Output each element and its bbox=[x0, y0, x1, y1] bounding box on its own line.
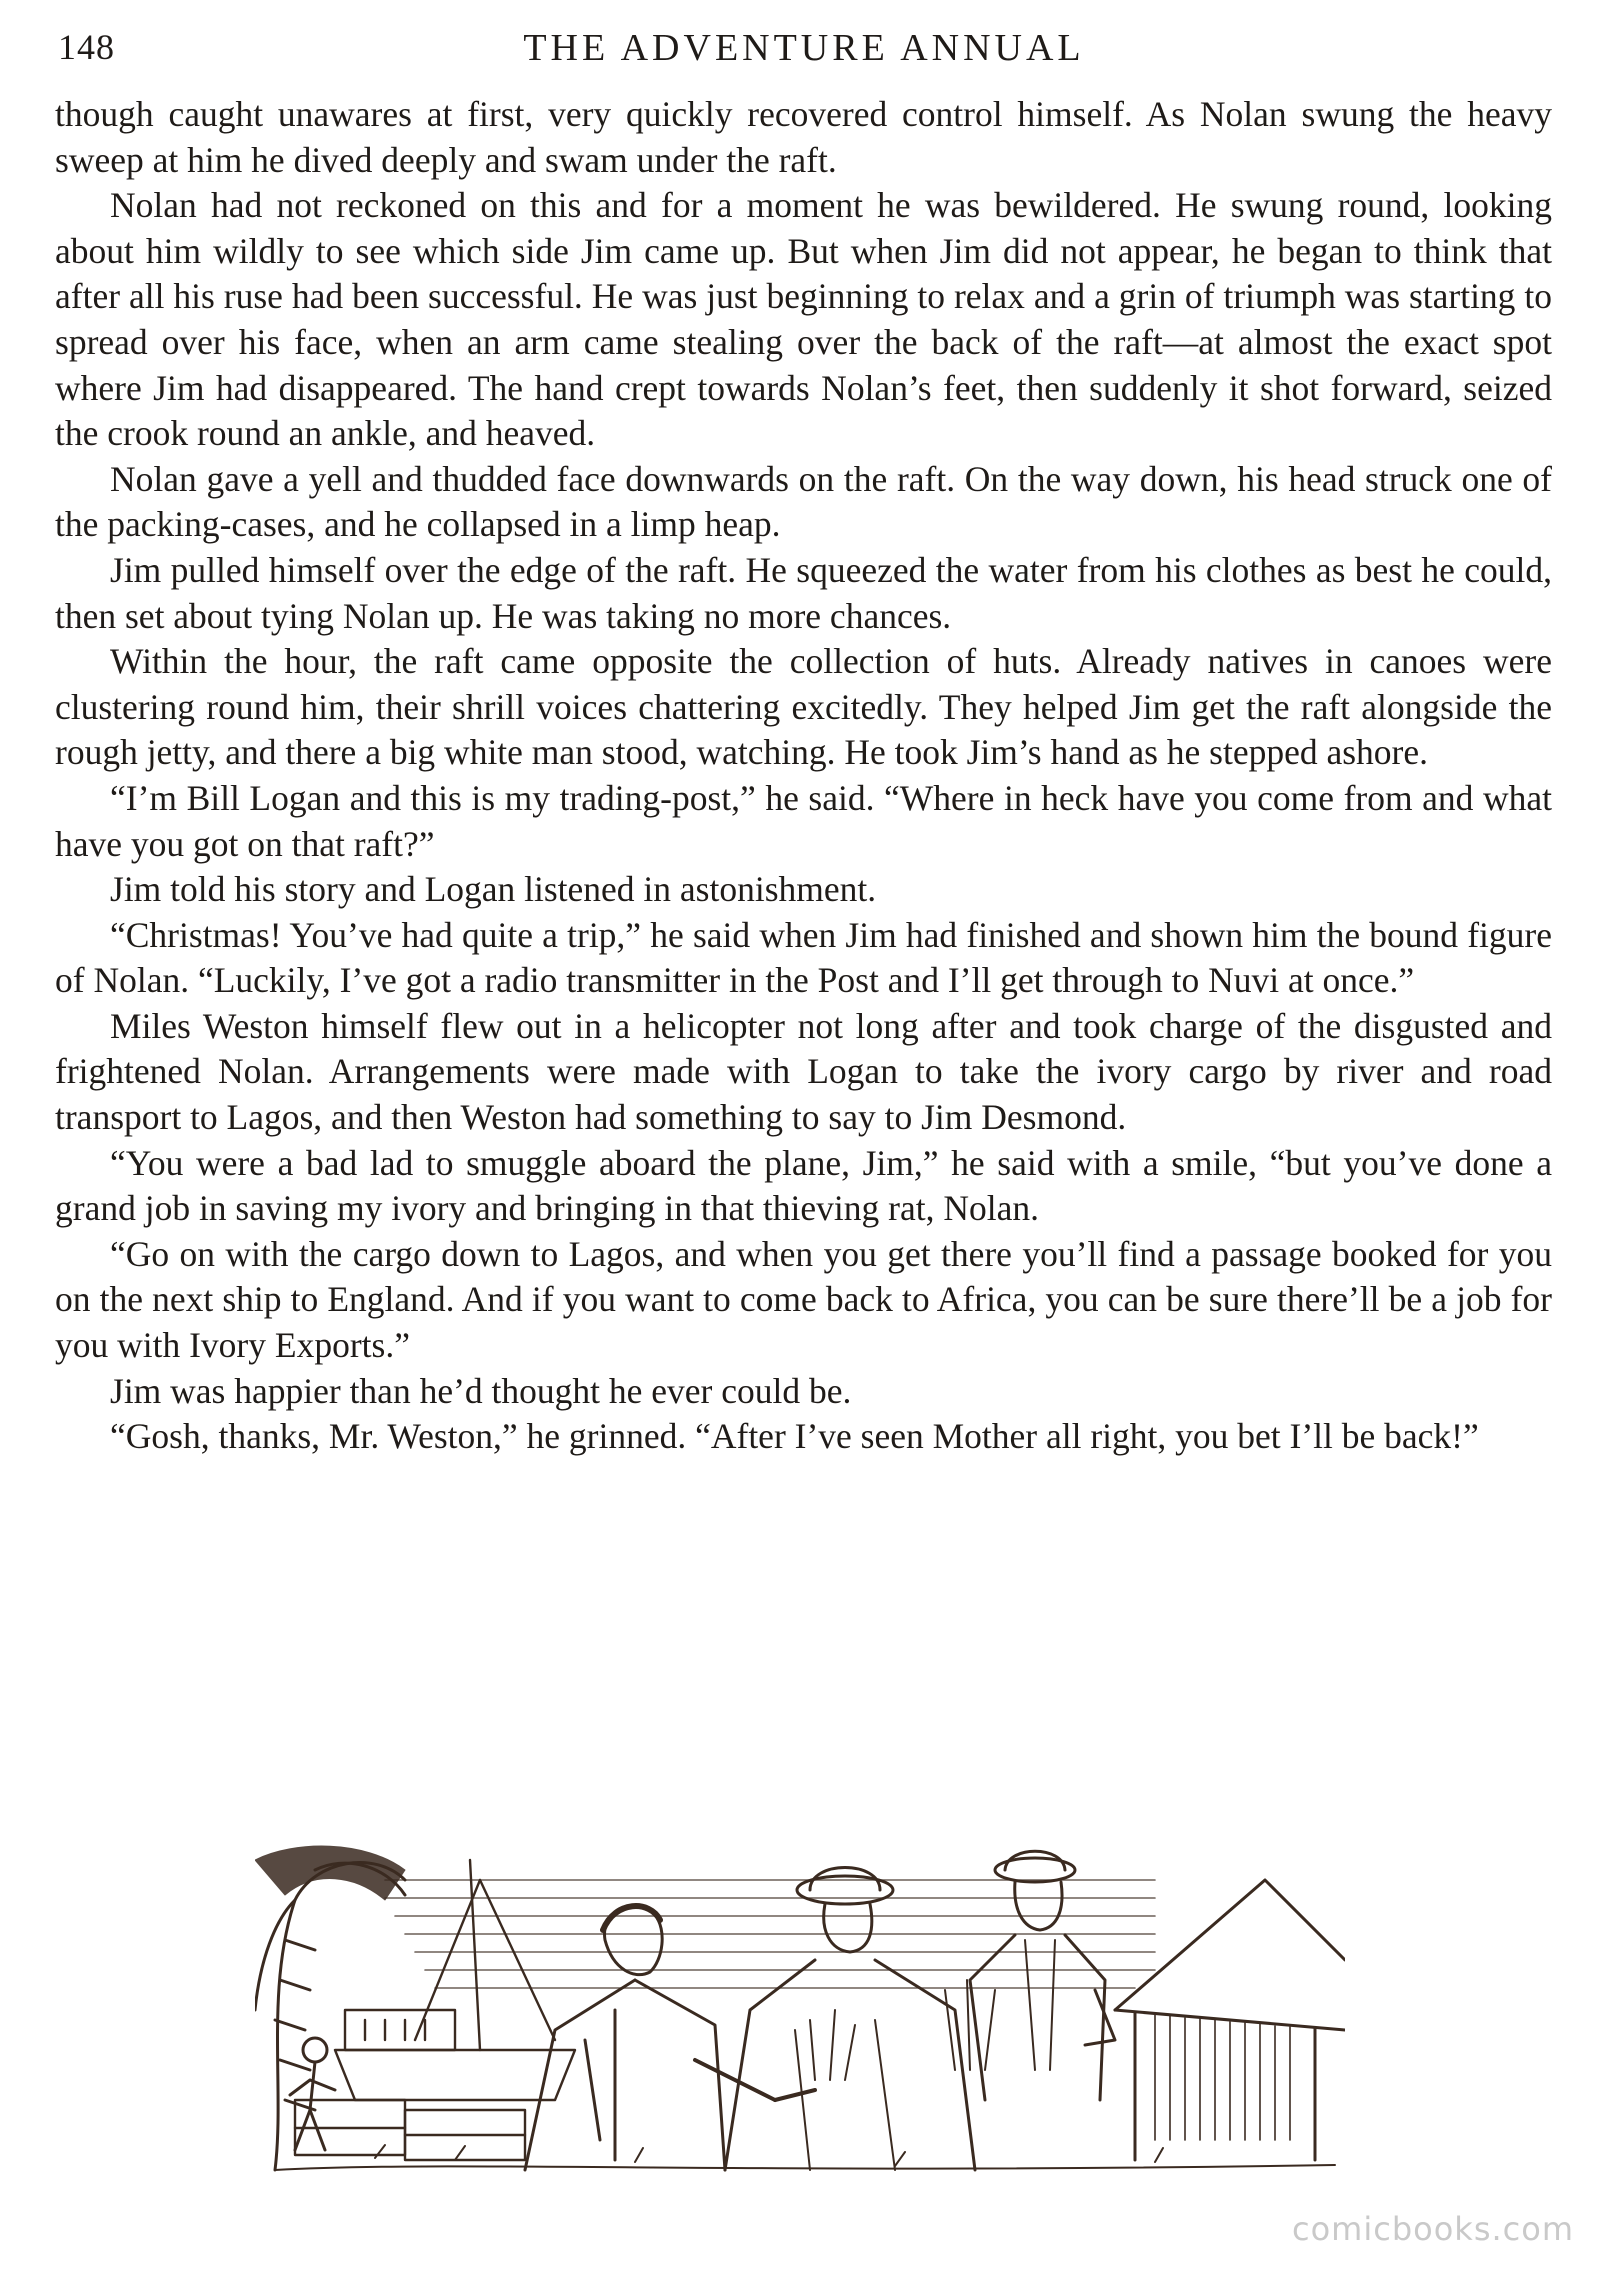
paragraph: though caught unawares at first, very quickly recovered control himself. As Nolan swung the heavy sweep at him he dived deeply and swam under the raft. bbox=[55, 94, 1552, 180]
paragraph: “Gosh, thanks, Mr. Weston,” he grinned. “After I’ve seen Mother all right, you bet I’ll be back!” bbox=[110, 1416, 1479, 1457]
handshake-illustration bbox=[255, 1840, 1345, 2180]
page-number: 148 bbox=[58, 27, 115, 67]
paragraph: Jim told his story and Logan listened in astonishment. bbox=[110, 869, 877, 910]
paragraph: “Go on with the cargo down to Lagos, and when you get there you’ll find a passage booked for you on the next ship to England. And if you want to come back to Africa, you can be sure there’ll be a job for you with Ivory Exports.” bbox=[55, 1233, 1552, 1366]
paragraph: Nolan gave a yell and thudded face downwards on the raft. On the way down, his head struck one of the packing-cases, and he collapsed in a limp heap. bbox=[55, 458, 1552, 545]
watermark: comicbooks.com bbox=[1291, 2210, 1574, 2248]
paragraph: Nolan had not reckoned on this and for a moment he was bewildered. He swung round, looking about him wildly to see which side Jim came up. But when Jim did not appear, he began to think that after all his ruse had been successful. He was just beginning to relax and a grin of triumph was starting to spread over his face, when an arm came stealing over the back of the raft—at almost the exact spot where Jim had disappeared. The hand crept towards Nolan’s feet, then suddenly it shot forward, seized the crook round an ankle, and heaved. bbox=[55, 185, 1552, 454]
paragraph: Jim pulled himself over the edge of the raft. He squeezed the water from his clothes as best he could, then set about tying Nolan up. He was taking no more chances. bbox=[55, 549, 1552, 636]
paragraph: Jim was happier than he’d thought he ever could be. bbox=[110, 1370, 852, 1411]
running-head bbox=[58, 26, 1550, 76]
paragraph: “You were a bad lad to smuggle aboard the plane, Jim,” he said with a smile, “but you’ve done a grand job in saving my ivory and bringing in that thieving rat, Nolan. bbox=[55, 1142, 1552, 1229]
paragraph: Miles Weston himself flew out in a helicopter not long after and took charge of the disgusted and frightened Nolan. Arrangements were made with Logan to take the ivory cargo by river and road transport to Lagos, and then Weston had something to say to Jim Desmond. bbox=[55, 1005, 1552, 1138]
story-text bbox=[55, 92, 1552, 1460]
paragraph: Within the hour, the raft came opposite the collection of huts. Already natives in canoes were clustering round him, their shrill voices chattering excitedly. They helped Jim get the raft alongside the rough jetty, and there a big white man stood, watching. He took Jim’s hand as he stepped ashore. bbox=[55, 641, 1552, 773]
running-title: THE ADVENTURE ANNUAL bbox=[523, 27, 1085, 69]
paragraph: “Christmas! You’ve had quite a trip,” he said when Jim had finished and shown him the bound figure of Nolan. “Luckily, I’ve got a radio transmitter in the Post and I’ll get through to Nuvi at once.” bbox=[55, 914, 1552, 1001]
paragraph: “I’m Bill Logan and this is my trading-post,” he said. “Where in heck have you come from and what have you got on that raft?” bbox=[55, 777, 1552, 864]
